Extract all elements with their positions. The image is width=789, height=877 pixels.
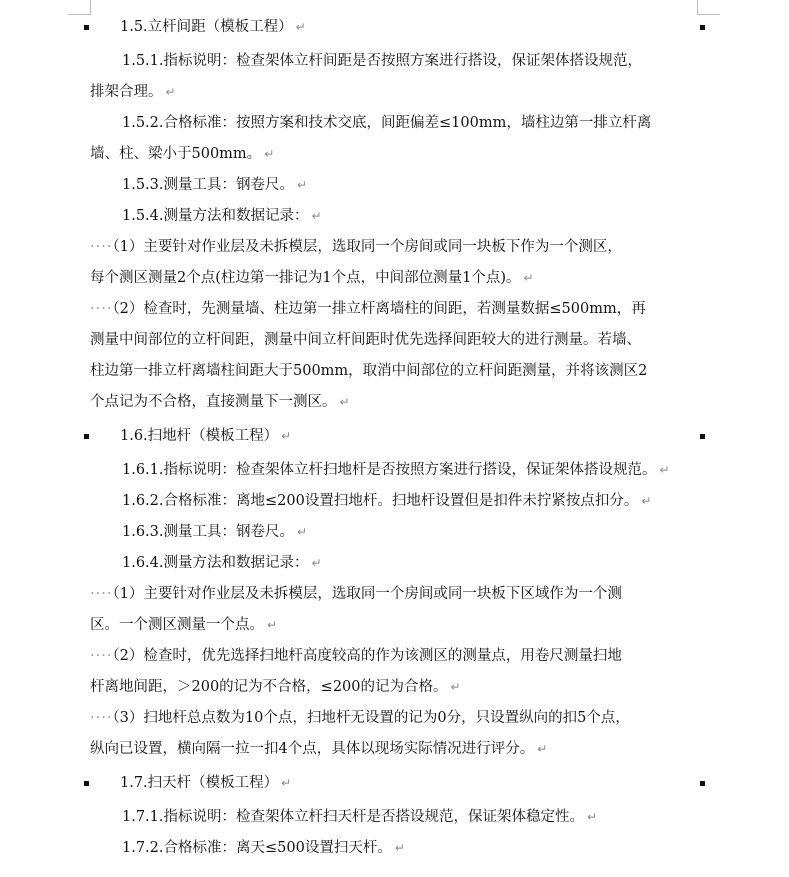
text-line: [0, 641, 789, 671]
text-line: [0, 201, 789, 231]
text-line: [0, 548, 789, 578]
line-text: 1.5.3.测量工具：钢卷尺。: [122, 177, 295, 193]
section-heading: [0, 12, 789, 42]
text-line: [0, 77, 789, 107]
line-text: 1.5.立杆间距（模板工程）: [120, 19, 293, 35]
text-line: [0, 455, 789, 485]
list-bullet-right: [700, 781, 705, 786]
paragraph-mark-icon: ↵: [281, 776, 292, 790]
line-text: 1.7.1.指标说明：检查架体立杆扫天杆是否搭设规范，保证架体稳定性。: [122, 809, 585, 825]
paragraph-mark-icon: ↵: [267, 618, 278, 632]
text-line: [0, 387, 789, 417]
line-text: 区。一个测区测量一个点。: [90, 617, 264, 633]
line-text: 个点记为不合格，直接测量下一测区。: [90, 394, 337, 410]
text-line: [0, 46, 789, 76]
line-text: 排架合理。: [90, 84, 163, 100]
dot-leader: ····: [90, 648, 113, 664]
line-text: 1.5.2.合格标准：按照方案和技术交底，间距偏差≤100mm，墙柱边第一排立杆离: [122, 115, 652, 131]
list-bullet-right: [700, 434, 705, 439]
paragraph-mark-icon: ↵: [537, 742, 548, 756]
list-bullet-left: [84, 434, 89, 439]
paragraph-mark-icon: ↵: [339, 395, 350, 409]
line-text: 1.5.4.测量方法和数据记录：: [122, 208, 309, 224]
paragraph-mark-icon: ↵: [394, 841, 405, 855]
text-line: [0, 672, 789, 702]
text-line: [0, 734, 789, 764]
line-text: 纵向已设置，横向隔一拉一扣4个点，具体以现场实际情况进行评分。: [90, 741, 535, 757]
dot-leader: ····: [90, 239, 113, 255]
paragraph-mark-icon: ↵: [165, 85, 176, 99]
text-line: [0, 232, 789, 262]
text-line: [0, 170, 789, 200]
line-text: 1.6.3.测量工具：钢卷尺。: [122, 524, 295, 540]
line-text: 1.6.扫地杆（模板工程）: [120, 428, 279, 444]
line-text: 1.5.1.指标说明：检查架体立杆间距是否按照方案进行搭设，保证架体搭设规范，: [122, 53, 643, 69]
line-text: 1.6.4.测量方法和数据记录：: [122, 555, 309, 571]
text-line: [0, 294, 789, 324]
text-line: [0, 486, 789, 516]
paragraph-mark-icon: ↵: [264, 147, 275, 161]
line-text: （3）扫地杆总点数为10个点，扫地杆无设置的记为0分，只设置纵向的扣5个点，: [112, 710, 630, 726]
text-line: [0, 263, 789, 293]
text-line: [0, 703, 789, 733]
paragraph-mark-icon: ↵: [659, 463, 670, 477]
paragraph-mark-icon: ↵: [450, 680, 461, 694]
list-bullet-left: [84, 25, 89, 30]
paragraph-mark-icon: ↵: [311, 556, 322, 570]
list-bullet-right: [700, 25, 705, 30]
line-text: 杆离地间距，＞200的记为不合格，≤200的记为合格。: [90, 679, 448, 695]
text-line: [0, 325, 789, 355]
dot-leader: ····: [90, 586, 113, 602]
paragraph-mark-icon: ↵: [523, 271, 534, 285]
paragraph-mark-icon: ↵: [311, 209, 322, 223]
paragraph-mark-icon: ↵: [295, 20, 306, 34]
paragraph-mark-icon: ↵: [297, 178, 308, 192]
text-line: [0, 139, 789, 169]
section-heading: [0, 421, 789, 451]
line-text: 墙、柱、梁小于500mm。: [90, 146, 262, 162]
text-line: [0, 833, 789, 863]
line-text: 1.7.2.合格标准：离天≤500设置扫天杆。: [122, 840, 392, 856]
paragraph-mark-icon: ↵: [281, 429, 292, 443]
line-text: （2）检查时，先测量墙、柱边第一排立杆离墙柱的间距，若测量数据≤500mm，再: [112, 301, 646, 317]
text-line: [0, 517, 789, 547]
line-text: （2）检查时，优先选择扫地杆高度较高的作为该测区的测量点，用卷尺测量扫地: [112, 648, 622, 664]
list-bullet-left: [84, 781, 89, 786]
paragraph-mark-icon: ↵: [297, 525, 308, 539]
dot-leader: ····: [90, 301, 113, 317]
dot-leader: ····: [90, 710, 113, 726]
line-text: 1.6.2.合格标准：离地≤200设置扫地杆。扫地杆设置但是扣件未拧紧按点扣分。: [122, 493, 639, 509]
line-text: （1）主要针对作业层及未拆模层，选取同一个房间或同一块板下作为一个测区，: [112, 239, 622, 255]
text-line: [0, 579, 789, 609]
line-text: 每个测区测量2个点(柱边第一排记为1个点，中间部位测量1个点)。: [90, 270, 521, 286]
line-text: 柱边第一排立杆离墙柱间距大于500mm，取消中间部位的立杆间距测量，并将该测区2: [90, 363, 648, 379]
paragraph-mark-icon: ↵: [587, 810, 598, 824]
paragraph-mark-icon: ↵: [641, 494, 652, 508]
line-text: 1.6.1.指标说明：检查架体立杆扫地杆是否按照方案进行搭设，保证架体搭设规范。: [122, 462, 657, 478]
text-line: [0, 802, 789, 832]
text-line: [0, 356, 789, 386]
line-text: 1.7.扫天杆（模板工程）: [120, 775, 279, 791]
text-line: [0, 108, 789, 138]
line-text: 测量中间部位的立杆间距，测量中间立杆间距时优先选择间距较大的进行测量。若墙、: [90, 332, 641, 348]
text-line: [0, 610, 789, 640]
section-heading: [0, 768, 789, 798]
line-text: （1）主要针对作业层及未拆模层，选取同一个房间或同一块板下区域作为一个测: [112, 586, 622, 602]
